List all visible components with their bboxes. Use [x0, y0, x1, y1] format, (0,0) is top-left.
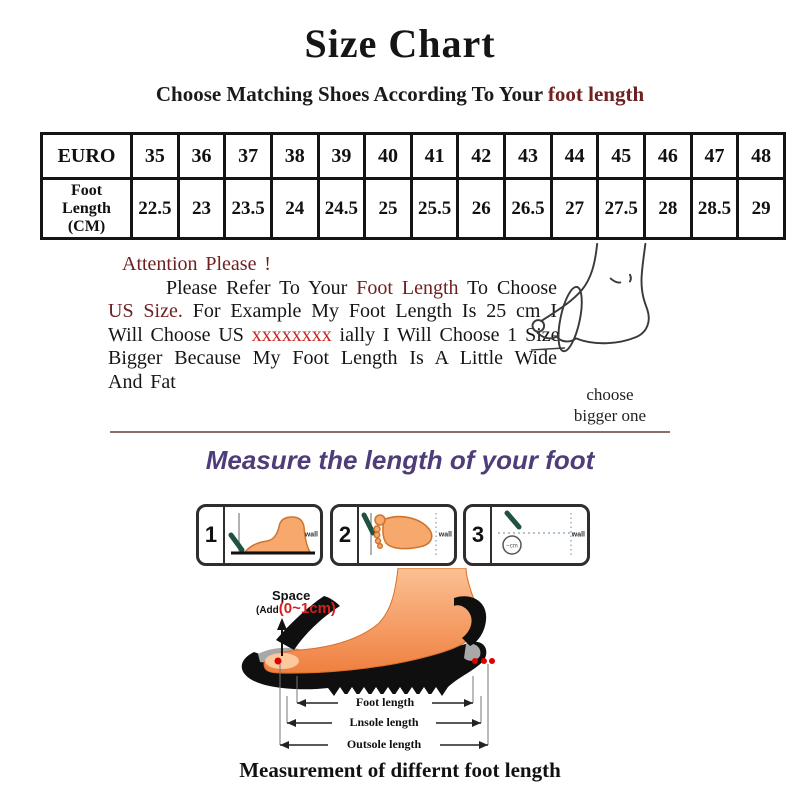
choose-bigger-one-note: choose bigger one [573, 385, 647, 425]
euro-cell: 40 [365, 134, 412, 179]
attention-line-5: Bigger Because My Foot Length Is A Little Wide [108, 347, 557, 369]
attention-line-6: And Fat [108, 370, 176, 393]
subtitle-main: Choose Matching Shoes According To Your [155, 82, 548, 106]
foot-side-sketch [528, 240, 728, 375]
euro-cell: 44 [551, 134, 598, 179]
cm-cell: 26 [458, 179, 505, 239]
bottom-caption: Measurement of differnt foot length [239, 758, 561, 782]
foot-length-row [42, 179, 785, 239]
section-divider [110, 431, 670, 433]
space-annotation [256, 589, 336, 617]
attention-heading: Attention Please ! [122, 253, 271, 275]
insole-length-label: Lnsole length [349, 715, 419, 729]
step-number: 3 [466, 507, 492, 563]
add-range-label: (Add(0~1cm) [256, 600, 336, 617]
cm-cell: 24.5 [318, 179, 365, 239]
cm-cell: 28 [645, 179, 692, 239]
wall-label: wall [571, 531, 585, 539]
cm-cell: 27 [551, 179, 598, 239]
circle-label: ~cm [506, 543, 518, 550]
euro-header: EURO [42, 134, 132, 179]
euro-row [42, 134, 785, 179]
step-number: 2 [333, 507, 359, 563]
step-1-art [225, 507, 320, 563]
step-3-art [492, 507, 587, 563]
measure-step-1 [196, 504, 323, 566]
euro-cell: 38 [271, 134, 318, 179]
euro-cell: 45 [598, 134, 645, 179]
euro-cell: 39 [318, 134, 365, 179]
foot-length-label: Foot length [355, 695, 415, 709]
foot-length-header: Foot Length (CM) [42, 179, 132, 239]
foot-sole-icon [374, 515, 432, 549]
euro-cell: 43 [505, 134, 552, 179]
euro-cell: 37 [225, 134, 272, 179]
wall-label: wall [438, 531, 452, 539]
subtitle-accent: foot length [547, 82, 645, 106]
measure-label-group [328, 694, 440, 751]
size-conversion-table [40, 132, 786, 240]
space-label: Space [272, 588, 311, 603]
cm-cell: 23.5 [225, 179, 272, 239]
cm-cell: 22.5 [132, 179, 179, 239]
euro-cell: 47 [691, 134, 738, 179]
foot-side-icon [245, 517, 310, 552]
wall-label: wall [304, 531, 318, 539]
euro-cell: 48 [738, 134, 785, 179]
measure-step-3 [463, 504, 590, 566]
cm-cell: 29 [738, 179, 785, 239]
attention-paragraph [108, 253, 560, 394]
outsole-length-label: Outsole length [346, 737, 422, 751]
cm-cell: 28.5 [691, 179, 738, 239]
cm-cell: 25 [365, 179, 412, 239]
cm-cell: 23 [178, 179, 225, 239]
measure-heading: Measure the length of your foot [205, 445, 595, 475]
page-title: Size Chart [304, 21, 496, 66]
step-number: 1 [199, 507, 225, 563]
cm-cell: 27.5 [598, 179, 645, 239]
subtitle [0, 82, 800, 107]
euro-cell: 35 [132, 134, 179, 179]
cm-cell: 24 [271, 179, 318, 239]
pencil-icon [507, 513, 519, 527]
measure-step-2 [330, 504, 457, 566]
euro-cell: 41 [411, 134, 458, 179]
euro-cell: 42 [458, 134, 505, 179]
euro-cell: 36 [178, 134, 225, 179]
attention-line-4: Will Choose US xxxxxxxx ially I Will Choose 1 Size [108, 323, 560, 346]
cm-cell: 25.5 [411, 179, 458, 239]
euro-cell: 46 [645, 134, 692, 179]
foot-sketch-lines [532, 244, 649, 353]
attention-line-2: Please Refer To Your Foot Length To Choose [166, 276, 557, 299]
step-2-art [359, 507, 454, 563]
pencil-icon [231, 535, 242, 550]
attention-line-3: US Size. For Example My Foot Length Is 25 cm I [108, 300, 557, 322]
cm-cell: 26.5 [505, 179, 552, 239]
